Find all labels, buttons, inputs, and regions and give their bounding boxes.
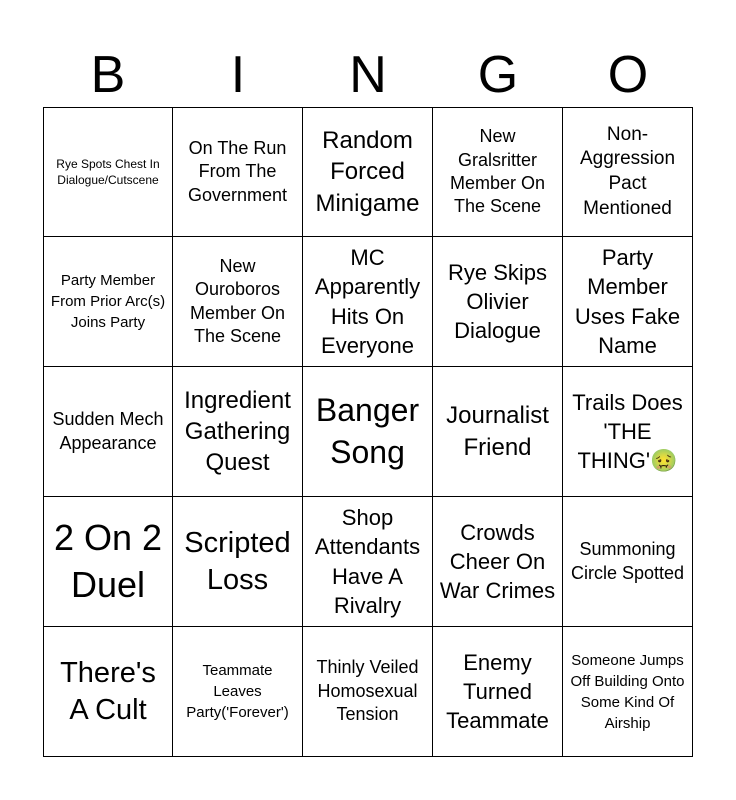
cell-label: Thinly Veiled Homosexual Tension — [316, 657, 419, 725]
header-letter-n: N — [349, 46, 387, 104]
cell-label: Teammate Leaves Party('Forever') — [186, 662, 289, 721]
bingo-cell[interactable] — [173, 367, 303, 497]
bingo-cell[interactable] — [563, 237, 693, 367]
bingo-cell[interactable] — [303, 367, 433, 497]
bingo-cell[interactable] — [173, 107, 303, 237]
bingo-cell[interactable] — [43, 627, 173, 757]
bingo-cell[interactable] — [43, 497, 173, 627]
bingo-header — [43, 44, 693, 106]
cell-label: MC Apparently Hits On Everyone — [314, 245, 421, 358]
bingo-cell[interactable] — [303, 497, 433, 627]
cell-label: Sudden Mech Appearance — [52, 409, 164, 453]
bingo-cell[interactable] — [433, 237, 563, 367]
bingo-cell[interactable] — [433, 627, 563, 757]
bingo-cell[interactable] — [173, 497, 303, 627]
header-letter-o: O — [607, 46, 649, 104]
bingo-cell[interactable] — [563, 497, 693, 627]
cell-label: Someone Jumps Off Building Onto Some Kind Of Airship — [570, 651, 685, 732]
cell-label: Non-Aggression Pact Mentioned — [579, 123, 676, 219]
cell-label: Trails Does 'THE THING'🤢 — [572, 389, 683, 474]
bingo-cell[interactable] — [173, 627, 303, 757]
bingo-cell[interactable] — [433, 367, 563, 497]
cell-label: Rye Spots Chest In Dialogue/Cutscene — [56, 156, 160, 187]
header-letter-g: G — [477, 46, 519, 104]
cell-label: Enemy Turned Teammate — [446, 649, 549, 734]
cell-label: Scripted Loss — [184, 527, 291, 596]
cell-label: Party Member Uses Fake Name — [574, 245, 681, 358]
cell-label: Summoning Circle Spotted — [570, 539, 685, 583]
cell-label: Ingredient Gathering Quest — [184, 386, 291, 477]
bingo-cell[interactable] — [433, 497, 563, 627]
bingo-cell[interactable] — [43, 367, 173, 497]
bingo-cell[interactable] — [43, 107, 173, 237]
cell-label: Journalist Friend — [446, 402, 549, 461]
cell-label: 2 On 2 Duel — [53, 516, 163, 605]
bingo-cell[interactable] — [433, 107, 563, 237]
bingo-cell[interactable] — [303, 237, 433, 367]
bingo-cell[interactable] — [563, 367, 693, 497]
bingo-cell[interactable] — [303, 107, 433, 237]
cell-label: Rye Skips Olivier Dialogue — [447, 259, 548, 344]
cell-label: New Ouroboros Member On The Scene — [189, 255, 286, 346]
bingo-cell[interactable] — [563, 627, 693, 757]
bingo-board — [43, 107, 693, 757]
bingo-cell[interactable] — [43, 237, 173, 367]
bingo-cell[interactable] — [173, 237, 303, 367]
cell-label: There's A Cult — [60, 657, 156, 726]
cell-label: Crowds Cheer On War Crimes — [439, 519, 556, 604]
cell-label: New Gralsritter Member On The Scene — [449, 126, 546, 217]
cell-label: Random Forced Minigame — [315, 127, 420, 217]
header-letter-i: I — [230, 46, 246, 104]
cell-label: On The Run From The Government — [187, 137, 288, 205]
cell-label: Shop Attendants Have A Rivalry — [314, 505, 421, 618]
bingo-cell[interactable] — [563, 107, 693, 237]
header-letter-b: B — [90, 46, 126, 104]
cell-label: Banger Song — [315, 391, 420, 470]
bingo-cell[interactable] — [303, 627, 433, 757]
cell-label: Party Member From Prior Arc(s) Joins Party — [50, 272, 166, 331]
